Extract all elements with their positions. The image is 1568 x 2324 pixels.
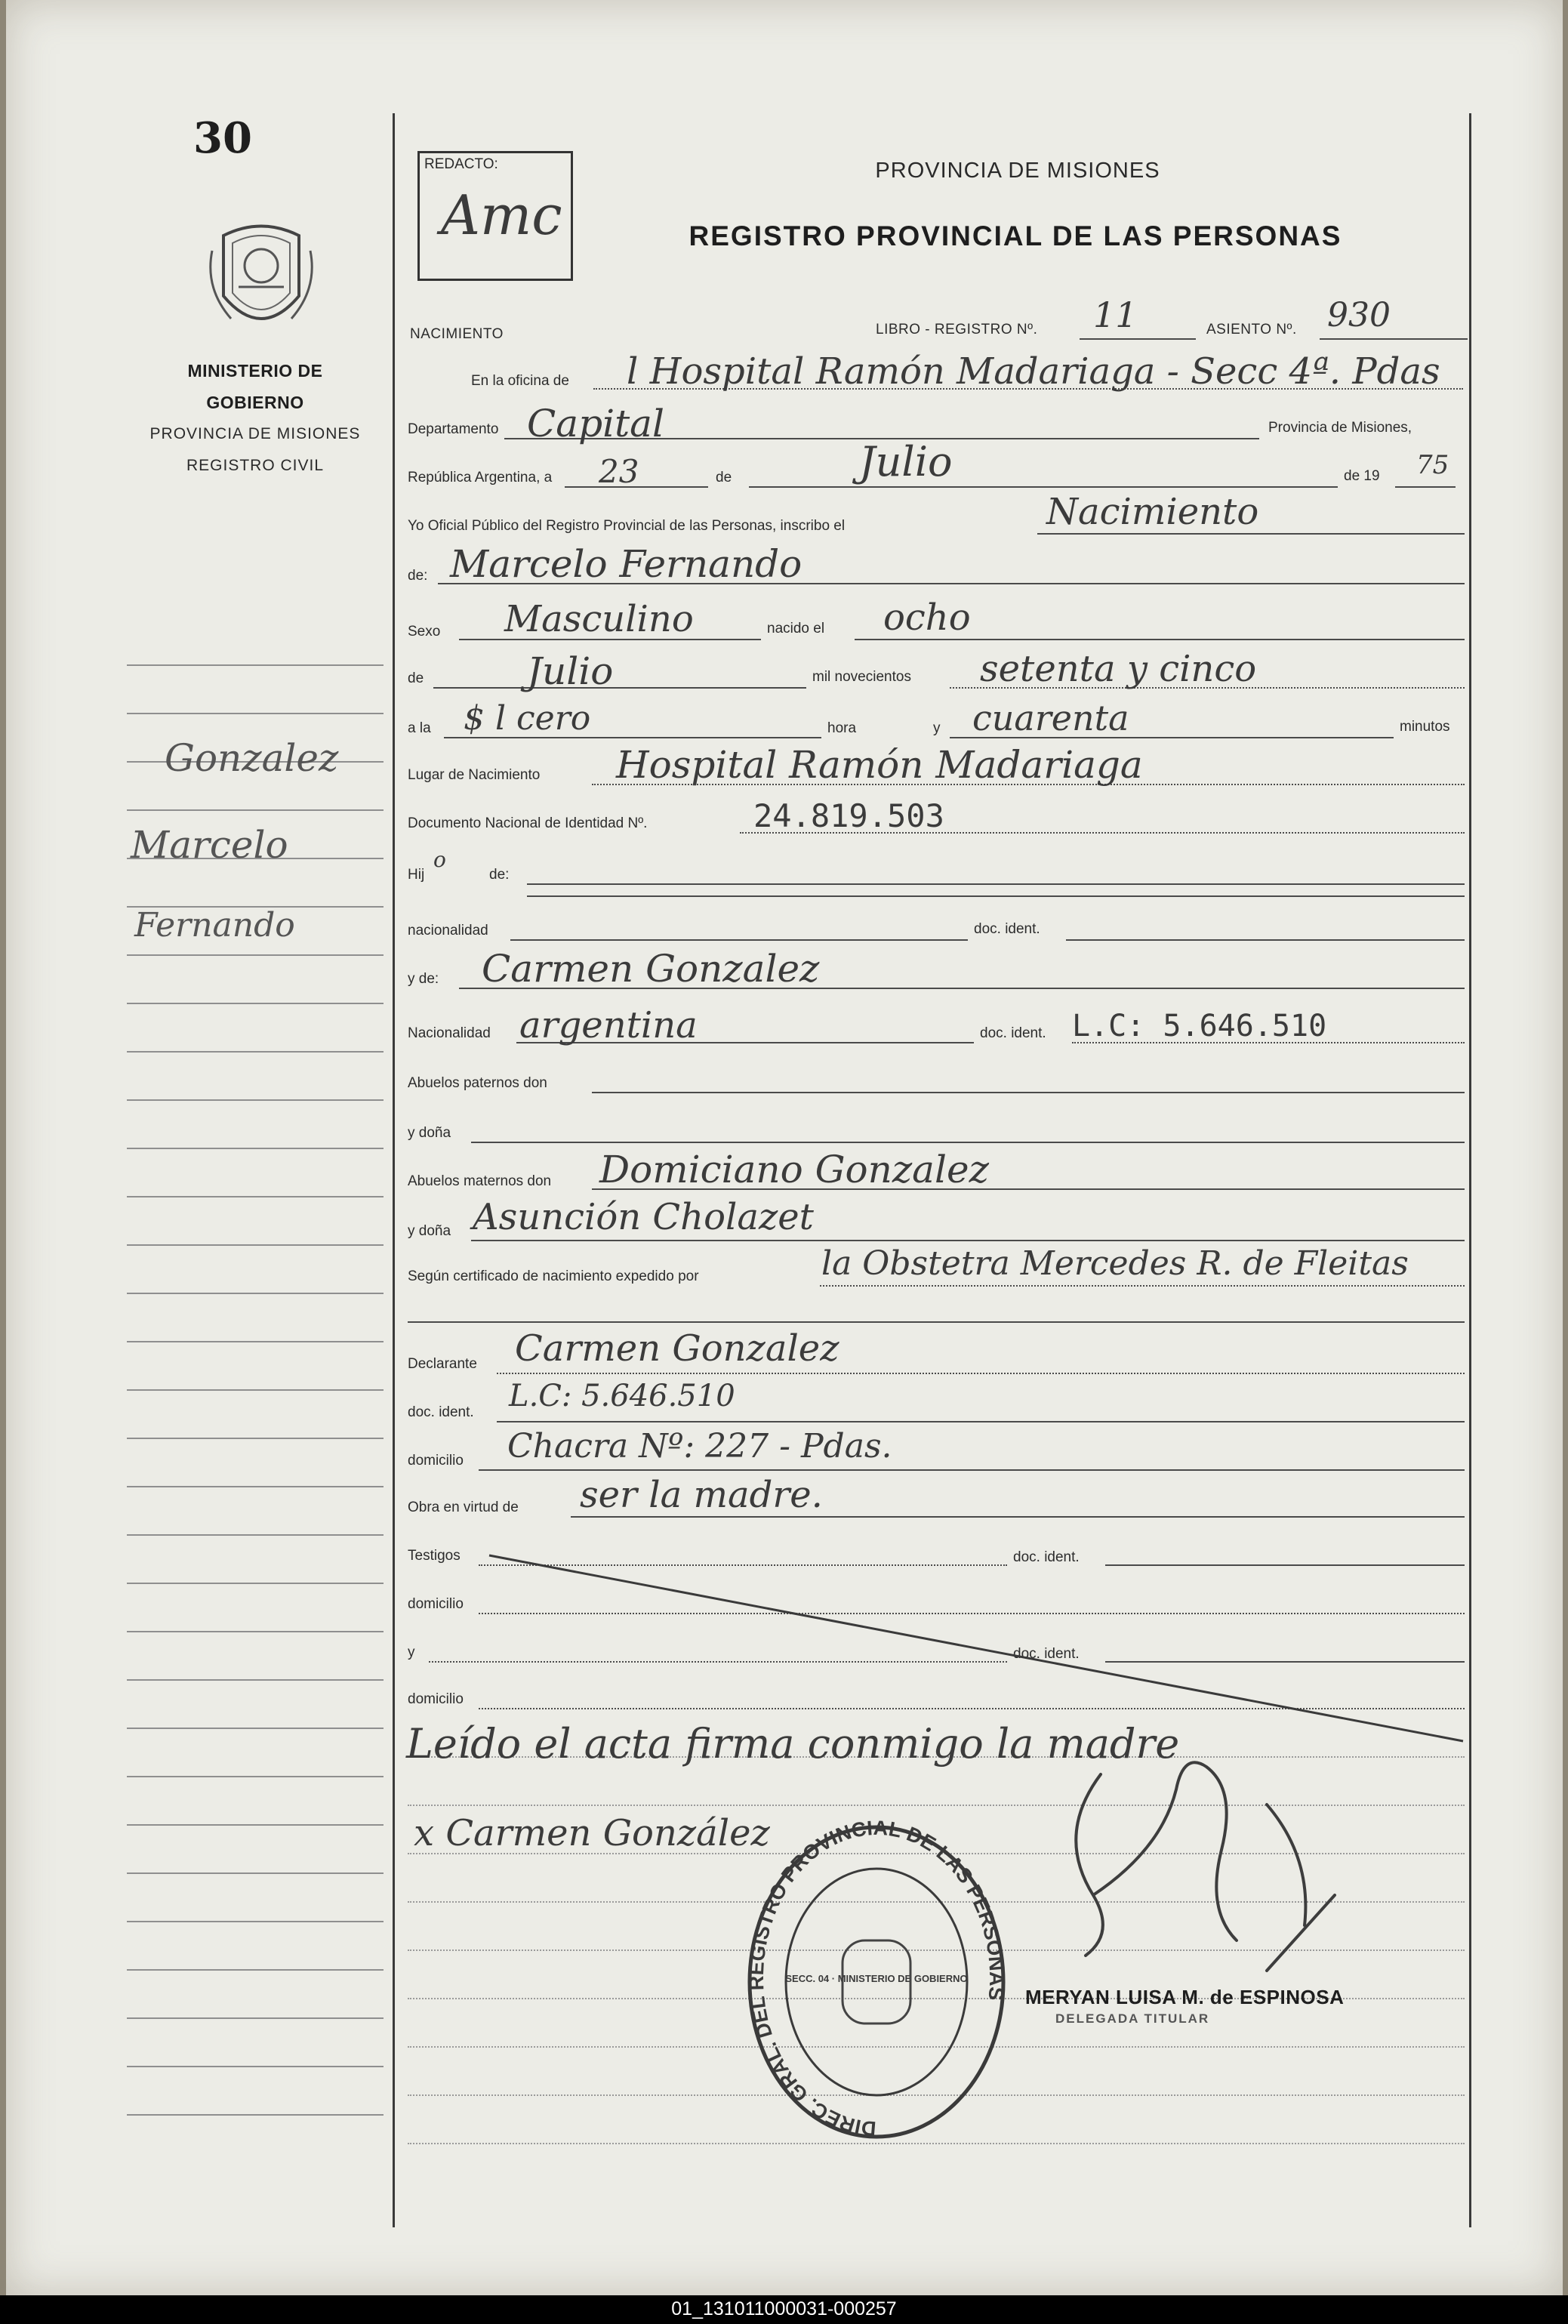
entry-declarante-domicilio: Chacra Nº: 227 - Pdas. xyxy=(507,1427,892,1466)
label-nacionalidad-madre: Nacionalidad xyxy=(408,1025,491,1041)
entry-madre-nacionalidad: argentina xyxy=(519,1004,698,1046)
label-republica: República Argentina, a xyxy=(408,470,553,485)
entry-oficina: l Hospital Ramón Madariaga - Secc 4ª. Pdas xyxy=(627,350,1440,393)
entry-sexo: Masculino xyxy=(504,598,694,640)
entry-nacido-dia: ocho xyxy=(883,596,971,639)
label-hij-de: de: xyxy=(489,867,510,883)
entry-libro: 11 xyxy=(1093,294,1138,335)
seal-outer-text: DIREC. GRAL. DEL REGISTRO PROVINCIAL DE LAS PERSONAS xyxy=(744,1820,1009,2141)
entry-dia: 23 xyxy=(599,453,639,490)
page-number: 30 xyxy=(193,113,252,163)
entry-declarante: Carmen Gonzalez xyxy=(515,1327,839,1370)
label-y-dona-1: y doña xyxy=(408,1125,451,1141)
label-hij: Hij xyxy=(408,867,425,883)
label-abuelos-paternos: Abuelos paternos don xyxy=(408,1075,547,1091)
registry-seal xyxy=(744,1820,1009,2144)
entry-abuela-materna: Asunción Cholazet xyxy=(473,1196,814,1238)
label-y-hora: y xyxy=(933,720,941,736)
label-abuelos-maternos: Abuelos maternos don xyxy=(408,1173,552,1189)
entry-certificado: la Obstetra Mercedes R. de Fleitas xyxy=(821,1244,1409,1283)
entry-hij-suffix: o xyxy=(433,847,446,872)
entry-lugar: Hospital Ramón Madariaga xyxy=(616,743,1143,787)
label-en-la-oficina: En la oficina de xyxy=(471,373,569,389)
label-segun: Según certificado de nacimiento expedido por xyxy=(408,1268,699,1284)
label-obra: Obra en virtud de xyxy=(408,1500,519,1515)
footer-id: 01_131011000031-000257 xyxy=(671,2298,897,2319)
label-nacido-el: nacido el xyxy=(767,621,825,636)
entry-departamento: Capital xyxy=(527,402,664,445)
entry-nombre: Marcelo Fernando xyxy=(450,542,802,586)
margin-note-line3: Fernando xyxy=(134,906,295,945)
label-hora: hora xyxy=(827,720,857,736)
entry-inscribo: Nacimiento xyxy=(1046,491,1259,533)
label-a-la: a la xyxy=(408,720,431,736)
label-doc-ident-5: doc. ident. xyxy=(1013,1646,1080,1662)
redacto-label: REDACTO: xyxy=(424,156,498,172)
entry-firma: x Carmen González xyxy=(414,1812,770,1854)
label-doc-ident-1: doc. ident. xyxy=(974,921,1040,937)
label-sexo: Sexo xyxy=(408,624,441,640)
label-doc-ident-2: doc. ident. xyxy=(980,1025,1046,1041)
label-declarante: Declarante xyxy=(408,1356,477,1372)
entry-nacido-mes: Julio xyxy=(527,649,614,693)
label-y-dona-2: y doña xyxy=(408,1223,451,1239)
margin-note-line1: Gonzalez xyxy=(165,736,339,780)
label-doc-ident-3: doc. ident. xyxy=(408,1404,474,1420)
label-y-testigo: y xyxy=(408,1644,415,1660)
label-provincia: Provincia de Misiones, xyxy=(1268,420,1412,436)
label-domicilio-2: domicilio xyxy=(408,1596,464,1612)
label-domicilio-1: domicilio xyxy=(408,1453,464,1469)
entry-minutos: cuarenta xyxy=(972,698,1129,738)
label-asiento: ASIENTO Nº. xyxy=(1206,322,1297,338)
registry-title: REGISTRO PROVINCIAL DE LAS PERSONAS xyxy=(689,220,1342,251)
label-de-mes: de xyxy=(408,670,424,686)
document-page xyxy=(6,0,1563,2295)
label-yo-oficial: Yo Oficial Público del Registro Provincial de las Personas, inscribo el xyxy=(408,518,846,534)
entry-declarante-doc: L.C: 5.646.510 xyxy=(509,1379,735,1413)
ministry-line2: PROVINCIA DE MISIONES xyxy=(149,425,361,442)
label-libro: LIBRO - REGISTRO Nº. xyxy=(876,322,1038,338)
margin-note-line2: Marcelo xyxy=(131,823,288,867)
entry-asiento: 930 xyxy=(1327,296,1391,334)
ministry-line3: REGISTRO CIVIL xyxy=(186,457,325,474)
entry-nacido-anio: setenta y cinco xyxy=(980,648,1257,690)
entry-anio: 75 xyxy=(1416,450,1449,480)
label-lugar: Lugar de Nacimiento xyxy=(408,767,541,783)
label-mil-novecientos: mil novecientos xyxy=(812,669,911,685)
label-nacionalidad: nacionalidad xyxy=(408,923,488,939)
label-nacimiento: NACIMIENTO xyxy=(410,326,504,342)
official-name: MERYAN LUISA M. de ESPINOSA xyxy=(1025,1986,1345,2008)
province-title: PROVINCIA DE MISIONES xyxy=(875,159,1160,183)
label-departamento: Departamento xyxy=(408,421,499,437)
entry-mes: Julio xyxy=(859,438,953,485)
label-de-fecha: de xyxy=(716,470,732,485)
footer-bar xyxy=(0,2295,1568,2324)
redacto-initials: Amc xyxy=(441,183,562,247)
official-title: DELEGADA TITULAR xyxy=(1055,2011,1210,2026)
label-y-de: y de: xyxy=(408,971,439,987)
entry-hora: $ l cero xyxy=(464,699,591,738)
label-testigos: Testigos xyxy=(408,1548,461,1564)
entry-leido: Leído el acta firma conmigo la madre xyxy=(406,1720,1180,1768)
entry-dni: 24.819.503 xyxy=(753,797,944,834)
label-de-nombre: de: xyxy=(408,568,428,584)
entry-obra-virtud: ser la madre. xyxy=(580,1474,823,1516)
ministry-line1: MINISTERIO DE GOBIERNO xyxy=(187,361,323,412)
label-documento: Documento Nacional de Identidad Nº. xyxy=(408,815,648,831)
label-de-19: de 19 xyxy=(1344,468,1380,484)
label-domicilio-3: domicilio xyxy=(408,1691,464,1707)
entry-madre: Carmen Gonzalez xyxy=(482,947,820,991)
official-signature xyxy=(1010,1744,1372,1978)
entry-madre-doc: L.C: 5.646.510 xyxy=(1072,1009,1327,1043)
label-minutos: minutos xyxy=(1400,719,1450,735)
entry-abuelo-materno: Domiciano Gonzalez xyxy=(599,1148,989,1191)
seal-inner-text: SECC. 04 · MINISTERIO DE GOBIERNO xyxy=(785,1973,968,1984)
label-doc-ident-4: doc. ident. xyxy=(1013,1549,1080,1565)
